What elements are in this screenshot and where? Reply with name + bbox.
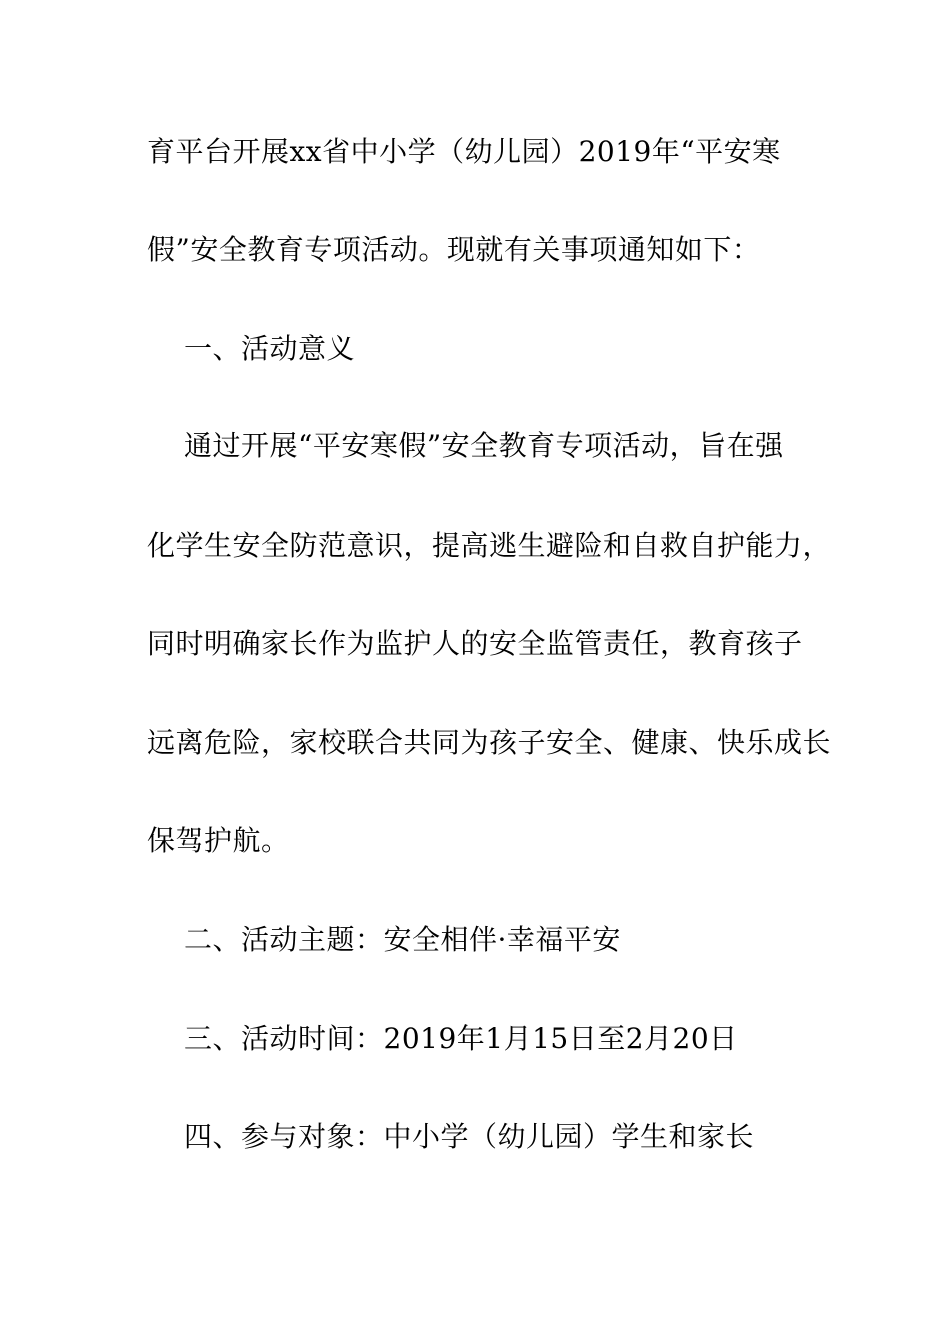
section-heading-time: 三、活动时间：2019年1月15日至2月20日 bbox=[184, 1022, 738, 1055]
paragraph-line: 育平台开展xx省中小学（幼儿园）2019年“平安寒 bbox=[147, 135, 781, 168]
section-heading-theme: 二、活动主题：安全相伴·幸福平安 bbox=[184, 923, 621, 956]
paragraph-line: 远离危险，家校联合共同为孩子安全、健康、快乐成长 bbox=[147, 726, 832, 759]
paragraph-line: 同时明确家长作为监护人的安全监管责任，教育孩子 bbox=[147, 627, 803, 660]
paragraph-line: 假”安全教育专项活动。现就有关事项通知如下： bbox=[147, 233, 761, 266]
section-heading-participants: 四、参与对象：中小学（幼儿园）学生和家长 bbox=[184, 1120, 755, 1153]
paragraph-line: 保驾护航。 bbox=[147, 824, 290, 857]
paragraph-line: 化学生安全防范意识，提高逃生避险和自救自护能力， bbox=[147, 529, 832, 562]
section-heading-significance: 一、活动意义 bbox=[184, 332, 356, 365]
paragraph-line: 通过开展“平安寒假”安全教育专项活动，旨在强 bbox=[184, 429, 784, 462]
